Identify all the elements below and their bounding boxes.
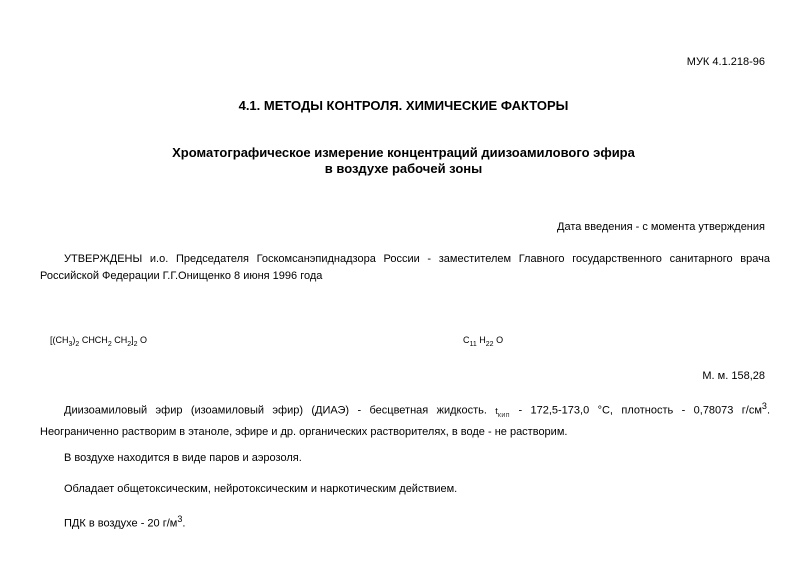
document-title (0, 145, 807, 177)
empirical-formula: $C_{11}$ $H_{22}$ O (463, 335, 504, 348)
document-title-line-1: Хроматографическое измерение концентраций диизоамилового эфира (172, 145, 635, 160)
approval-lead: УТВЕРЖДЕНЫ (64, 253, 143, 265)
approval-paragraph (40, 251, 770, 285)
molar-mass: М. м. 158,28 (702, 370, 765, 382)
document-title-line-2: в воздухе рабочей зоны (324, 161, 483, 176)
toxicity-paragraph: Обладает общетоксическим, нейротоксическим и наркотическим действием. (64, 483, 458, 495)
document-code: МУК 4.1.218-96 (686, 56, 765, 68)
section-title: 4.1. МЕТОДЫ КОНТРОЛЯ. ХИМИЧЕСКИЕ ФАКТОРЫ (238, 98, 569, 113)
properties-text-1: Диизоамиловый эфир (изоамиловый эфир) (ДИАЭ) - бесцветная жидкость. (64, 404, 487, 417)
properties-text-2: - 172,5-173,0 °С, плотность - 0,78073 г/см (510, 404, 762, 417)
mac-paragraph: ПДК в воздухе - 20 $г/м^3$. (64, 514, 186, 530)
structural-formula: [$(CH_3)_2$ $CHCH_2$ $CH_2]_2$ O (50, 335, 148, 348)
properties-text-3: . Неограниченно растворим в этаноле, эфире и др. органических растворителях, в воде - не растворим. (40, 404, 770, 438)
approval-text: и.о. Председателя Госкомсанэпиднадзора России - заместителем Главного государственного санитарного врача Российской Федерации Г.Г.Онищенко 8 июня 1996 года (40, 253, 770, 282)
properties-paragraph (40, 398, 770, 441)
mac-unit-superscript: 3 (177, 514, 183, 524)
density-unit-superscript: 3 (761, 401, 767, 411)
state-paragraph: В воздухе находится в виде паров и аэрозоля. (64, 452, 302, 464)
boiling-point-symbol: $t_{кип}$ (495, 405, 511, 419)
introduction-date: Дата введения - с момента утверждения (557, 221, 765, 233)
